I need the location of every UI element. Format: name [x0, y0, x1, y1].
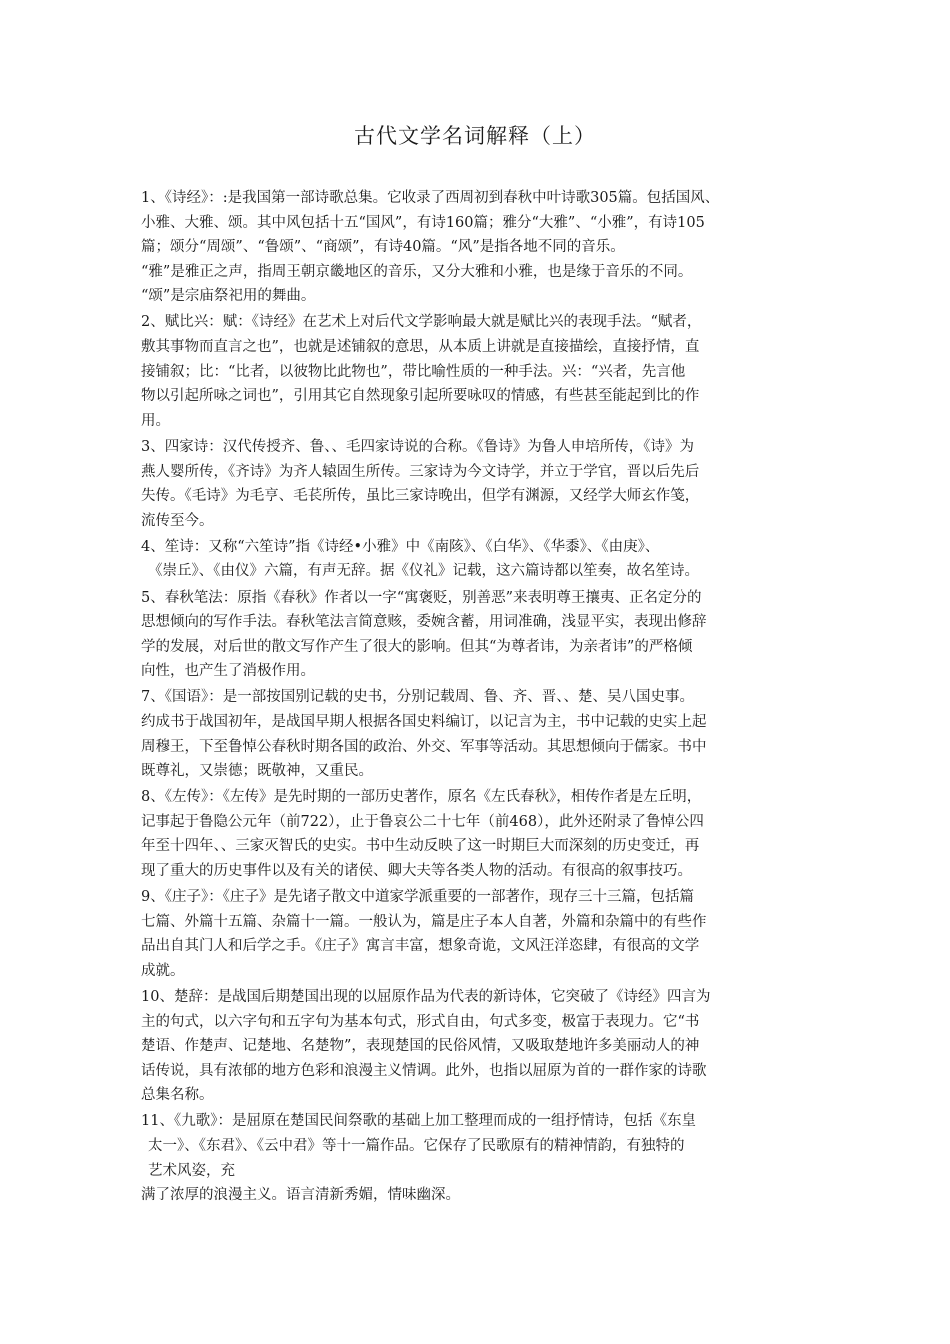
text-line: 太一》、《东君》、《云中君》等十一篇作品。它保存了民歌原有的精神情韵，有独特的 [148, 1138, 685, 1155]
text-line: 七篇、外篇十五篇、杂篇十一篇。一般认为，篇是庄子本人自著，外篇和杂篇中的有些作 [141, 913, 707, 930]
text-line: 品出自其门人和后学之手。《庄子》寓言丰富，想象奇诡，文风汪洋恣肆，有很高的文学 [141, 938, 700, 955]
text-line: 话传说，具有浓郁的地方色彩和浪漫主义情调。此外，也指以屈原为首的一群作家的诗歌 [141, 1062, 707, 1079]
text-line: 物以引起所咏之词也”，引用其它自然现象引起所要咏叹的情感，有些甚至能起到比的作 [141, 388, 700, 405]
text-line: 年至十四年、、三家灭智氏的史实。书中生动反映了这一时期巨大而深刻的历史变迁，再 [141, 838, 700, 855]
text-line: 总集名称。 [141, 1087, 214, 1104]
text-line: 1、《诗经》：:是我国第一部诗歌总集。它收录了西周初到春秋中叶诗歌305篇。包括国风、 [141, 190, 720, 206]
text-line: 篇；颂分“周颂”、“鲁颂”、“商颂”，有诗40篇。“风”是指各地不同的音乐。 [141, 239, 625, 256]
text-line: 思想倾向的写作手法。春秋笔法言简意赅，委婉含蓄，用词准确，浅显平实，表现出修辞 [141, 614, 707, 631]
text-line: 9、《庄子》：《庄子》是先诸子散文中道家学派重要的一部著作，现存三十三篇，包括篇 [141, 889, 694, 906]
text-line: 成就。 [141, 962, 185, 979]
text-line: “颂”是宗庙祭祀用的舞曲。 [141, 288, 316, 305]
text-line: 现了重大的历史事件以及有关的诸侯、卿大夫等各类人物的活动。有很高的叙事技巧。 [141, 863, 692, 880]
text-line: 用。 [141, 412, 170, 429]
text-line: 11、《九歌》：是屈原在楚国民间祭歌的基础上加工整理而成的一组抒情诗，包括《东皇 [141, 1113, 696, 1130]
text-line: 记事起于鲁隐公元年（前722），止于鲁哀公二十七年（前468），此外还附录了鲁悼公四 [141, 813, 704, 830]
text-line: 既尊礼，又崇德；既敬神，又重民。 [141, 763, 373, 780]
text-line: 艺术风姿，充 [148, 1162, 235, 1179]
text-line: 5、春秋笔法：原指《春秋》作者以一字“寓褒贬，别善恶”来表明尊王攘夷、正名定分的 [141, 589, 702, 606]
text-line: 敷其事物而直言之也”，也就是述铺叙的意思，从本质上讲就是直接描绘，直接抒情，直 [141, 339, 700, 356]
text-line: 4、笙诗：又称“六笙诗”指《诗经•小雅》中《南陔》、《白华》、《华黍》、《由庚》、 [141, 538, 660, 555]
text-line: 主的句式，以六字句和五字句为基本句式，形式自由，句式多变，极富于表现力。它“书 [141, 1013, 700, 1030]
text-line: 学的发展，对后世的散文写作产生了很大的影响。但其“为尊者讳，为亲者讳”的严格倾 [141, 638, 693, 655]
text-line: 7、《国语》：是一部按国别记载的史书，分别记载周、鲁、齐、晋、、楚、吴八国史事。 [141, 689, 694, 706]
text-line: 满了浓厚的浪漫主义。语言清新秀媚，情味幽深。 [141, 1187, 460, 1204]
text-line: 2、赋比兴：赋：《诗经》在艺术上对后代文学影响最大就是赋比兴的表现手法。“赋者， [141, 314, 702, 331]
text-line: 3、四家诗：汉代传授齐、鲁、、毛四家诗说的合称。《鲁诗》为鲁人申培所传，《诗》为 [141, 438, 694, 455]
text-line: 燕人婴所传，《齐诗》为齐人辕固生所传。三家诗为今文诗学，并立于学官，晋以后先后 [141, 463, 700, 480]
text-line: “雅”是雅正之声，指周王朝京畿地区的音乐，又分大雅和小雅，也是缘于音乐的不同。 [141, 263, 693, 280]
page-title: 古代文学名词解释（上） [354, 124, 596, 148]
text-line: 失传。《毛诗》为毛亨、毛苌所传，虽比三家诗晚出，但学有渊源，又经学大师玄作笺， [141, 488, 700, 505]
text-line: 小雅、大雅、颂。其中风包括十五“国风”，有诗160篇；雅分“大雅”、“小雅”，有诗105 [141, 214, 705, 231]
text-line: 向性，也产生了消极作用。 [141, 663, 315, 680]
document-body [141, 186, 821, 1208]
text-line: 约成书于战国初年，是战国早期人根据各国史料编订，以记言为主，书中记载的史实上起 [141, 713, 707, 730]
text-line: 周穆王，下至鲁悼公春秋时期各国的政治、外交、军事等活动。其思想倾向于儒家。书中 [141, 738, 707, 755]
text-line: 《崇丘》、《由仪》六篇，有声无辞。据《仪礼》记载，这六篇诗都以笙奏，故名笙诗。 [148, 563, 699, 580]
text-line: 8、《左传》：《左传》是先时期的一部历史著作，原名《左氏春秋》，相传作者是左丘明， [141, 789, 702, 806]
text-line: 接铺叙；比：“比者，以彼物比此物也”，带比喻性质的一种手法。兴：“兴者，先言他 [141, 363, 686, 380]
text-line: 10、楚辞：是战国后期楚国出现的以屈原作品为代表的新诗体，它突破了《诗经》四言为 [141, 989, 711, 1005]
text-line: 楚语、作楚声、记楚地、名楚物”，表现楚国的民俗风情，又吸取楚地许多美丽动人的神 [141, 1038, 700, 1055]
text-line: 流传至今。 [141, 512, 214, 529]
